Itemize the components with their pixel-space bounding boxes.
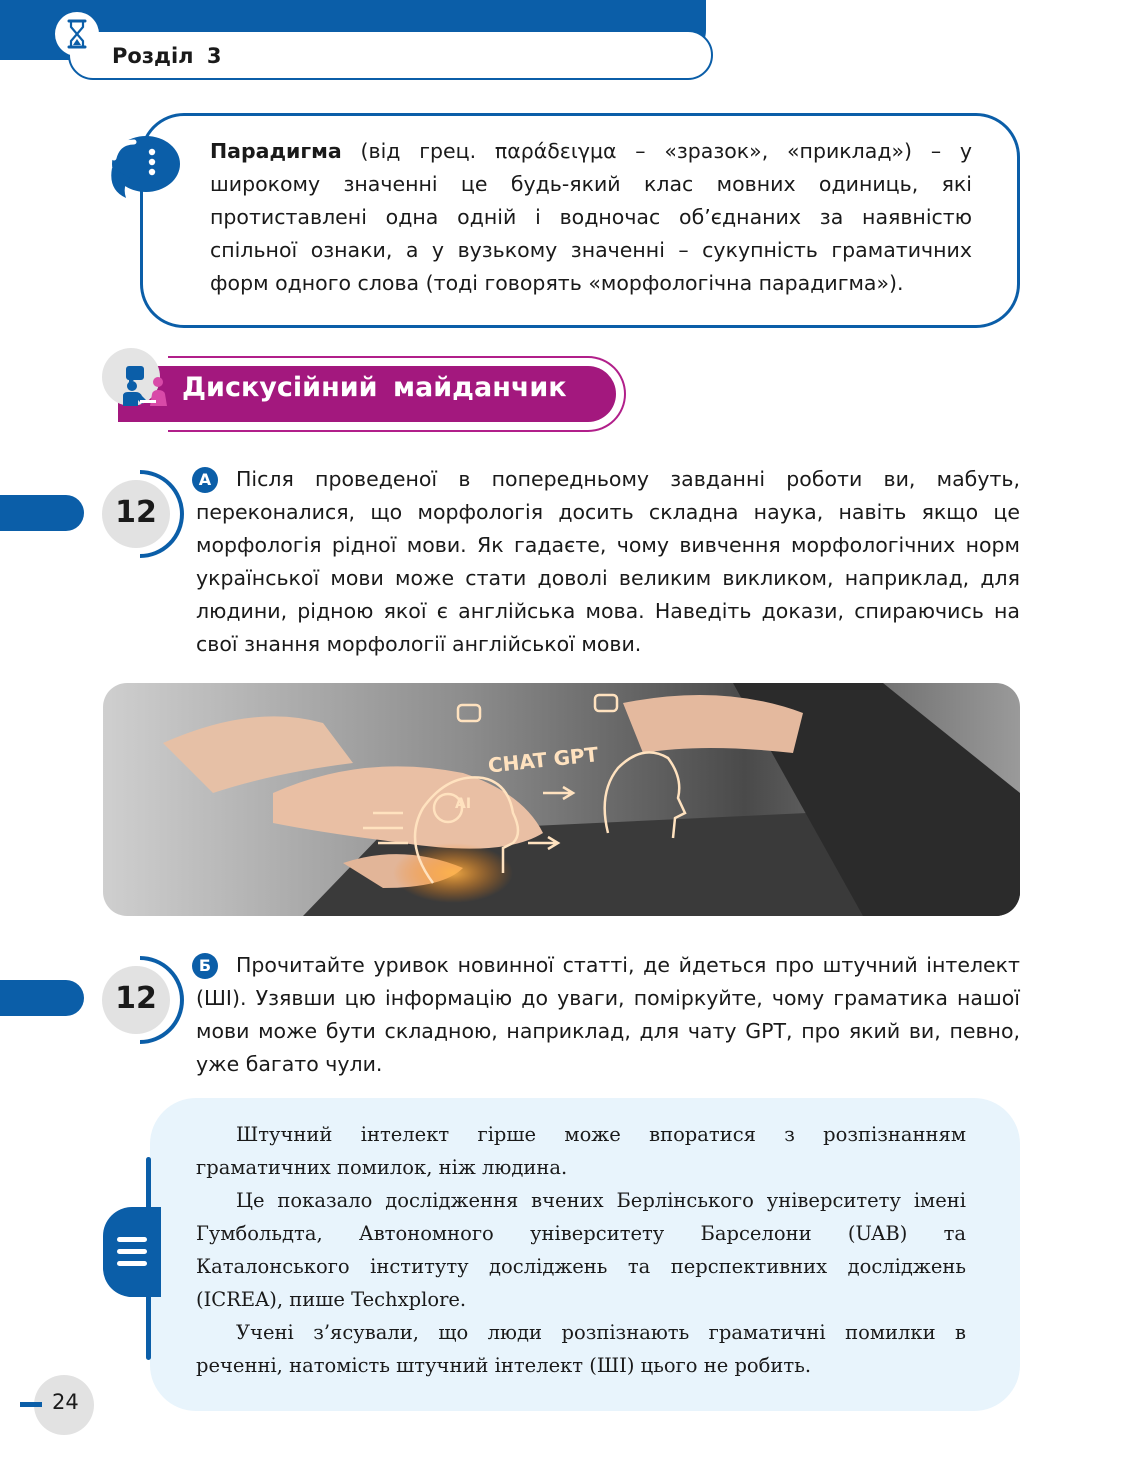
menu-lines-icon (103, 1207, 161, 1297)
article-paragraph: Учені з’ясували, що люди розпізнають граматичні помилки в реченні, натомість штучний інтелект (ШІ) цього не робить. (196, 1321, 966, 1377)
task-text-a: Після проведеної в попередньому завданні роботи ви, мабуть, переконалися, що морфологія досить складна наука, навіть якщо це морфологія рідної мови. Як гадаєте, чому вивчення морфологічних норм української мови може стати доволі великим викликом, наприклад, для людини, рідною якої є англійська мова. Наведіть докази, спираючись на свої знання морфології англійської мови. (196, 467, 1020, 656)
ai-keyboard-photo (103, 683, 1020, 916)
task-text-b: Прочитайте уривок новинної статті, де йдеться про штучний інтелект (ШІ). Узявши цю інформацію до уваги, поміркуйте, чому граматика нашої мови може бути складною, наприклад, для чату GPT, про який ви, певно, уже багато чули. (196, 953, 1020, 1076)
hourglass-icon (55, 12, 99, 56)
task-number-a: 12 (115, 495, 157, 530)
discussion-people-icon (120, 364, 172, 412)
photo-ai-label: AI (455, 796, 472, 812)
definition-body: (від грец. παράδειγμα – «зразок», «приклад») – у широкому значенні це будь-який клас мовних одиниць, які протиставлені одна одній і водночас об’єднаних за наявністю спільної ознаки, а у вузькому значенні – сукупність граматичних форм одного слова (тоді говорять «морфологічна парадигма»). (210, 139, 972, 295)
definition-term: Парадигма (210, 139, 342, 163)
task-number-b: 12 (115, 981, 157, 1016)
side-tab-a (0, 495, 84, 531)
article-paragraph: Це показало дослідження вчених Берлінського університету імені Гумбольдта, Автономного університету Барселони (UAB) та Каталонського інституту досліджень та перспективних досліджень (ICREA), пише Techxplore. (196, 1189, 966, 1311)
discussion-title: Дискусійний майданчик (182, 372, 567, 403)
article-paragraph: Штучний інтелект гірше може впоратися з розпізнанням граматичних помилок, ніж людина. (196, 1123, 966, 1179)
question-dots-icon (100, 128, 186, 212)
page-number-dash (20, 1402, 42, 1407)
section-title: Розділ 3 (112, 44, 222, 68)
photo-chat-label: CHAT GPT (486, 742, 600, 778)
task-badge-a: А (192, 467, 218, 493)
definition-text (210, 135, 972, 300)
task-badge-b: Б (192, 953, 218, 979)
page-number: 24 (52, 1390, 79, 1414)
side-tab-b (0, 980, 84, 1016)
article-text (196, 1118, 966, 1382)
